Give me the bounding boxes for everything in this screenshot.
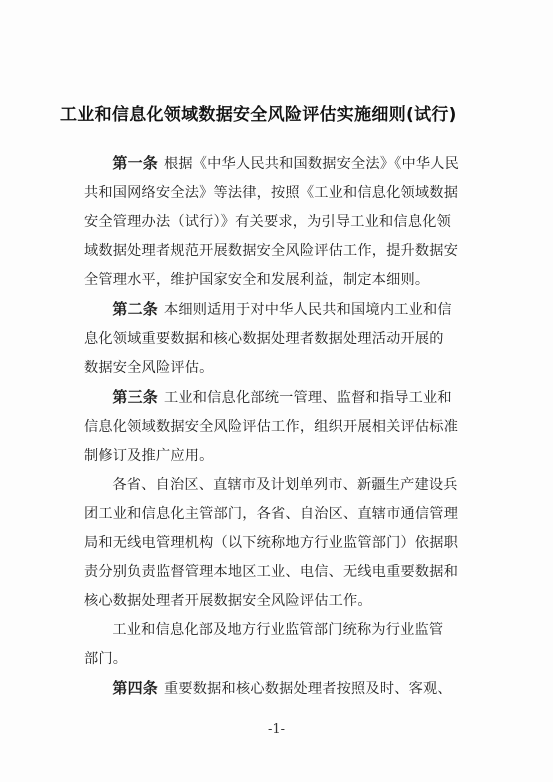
paragraph-line: 全管理水平，维护国家安全和发展利益，制定本细则。	[84, 272, 430, 288]
paragraph-line: 信息化领域数据安全风险评估工作，组织开展相关评估标准	[84, 419, 459, 435]
paragraph-article-4	[84, 674, 476, 704]
paragraph-line: 局和无线电管理机构（以下统称地方行业监管部门）依据职	[84, 535, 459, 551]
paragraph-line: 各省、自治区、直辖市及计划单列市、新疆生产建设兵	[112, 477, 458, 493]
paragraph-line: 团工业和信息化主管部门，各省、自治区、直辖市通信管理	[84, 506, 459, 522]
page-number: -1-	[267, 722, 286, 737]
paragraph-line: 工业和信息化部统一管理、监督和指导工业和	[164, 390, 452, 406]
paragraph-regulators-definition	[84, 616, 476, 674]
document-body	[84, 149, 476, 704]
document-title: 工业和信息化领域数据安全风险评估实施细则(试行)	[60, 105, 457, 125]
paragraph-line: 本细则适用于对中华人民共和国境内工业和信	[164, 302, 452, 318]
paragraph-line: 制修订及推广应用。	[84, 448, 214, 464]
paragraph-line: 数据安全风险评估。	[84, 360, 214, 376]
paragraph-line: 息化领域重要数据和核心数据处理者数据处理活动开展的	[84, 331, 444, 347]
paragraph-line: 根据《中华人民共和国数据安全法》《中华人民	[164, 156, 460, 172]
paragraph-line: 共和国网络安全法》等法律，按照《工业和信息化领域数据	[84, 185, 459, 201]
article-heading: 第三条	[112, 388, 158, 406]
paragraph-line: 域数据处理者规范开展数据安全风险评估工作，提升数据安	[84, 243, 459, 259]
article-heading: 第二条	[112, 300, 158, 318]
paragraph-article-3	[84, 383, 476, 471]
paragraph-line: 重要数据和核心数据处理者按照及时、客观、	[164, 681, 452, 697]
article-heading: 第四条	[112, 679, 158, 697]
paragraph-article-2	[84, 295, 476, 383]
paragraph-article-1	[84, 149, 476, 295]
paragraph-line: 工业和信息化部及地方行业监管部门统称为行业监管	[112, 622, 444, 638]
paragraph-line: 部门。	[84, 651, 128, 667]
article-heading: 第一条	[112, 154, 158, 172]
paragraph-line: 核心数据处理者开展数据安全风险评估工作。	[84, 593, 372, 609]
paragraph-local-authorities	[84, 471, 476, 616]
paragraph-line: 安全管理办法（试行）》有关要求，为引导工业和信息化领	[84, 214, 451, 230]
paragraph-line: 责分别负责监督管理本地区工业、电信、无线电重要数据和	[84, 564, 459, 580]
